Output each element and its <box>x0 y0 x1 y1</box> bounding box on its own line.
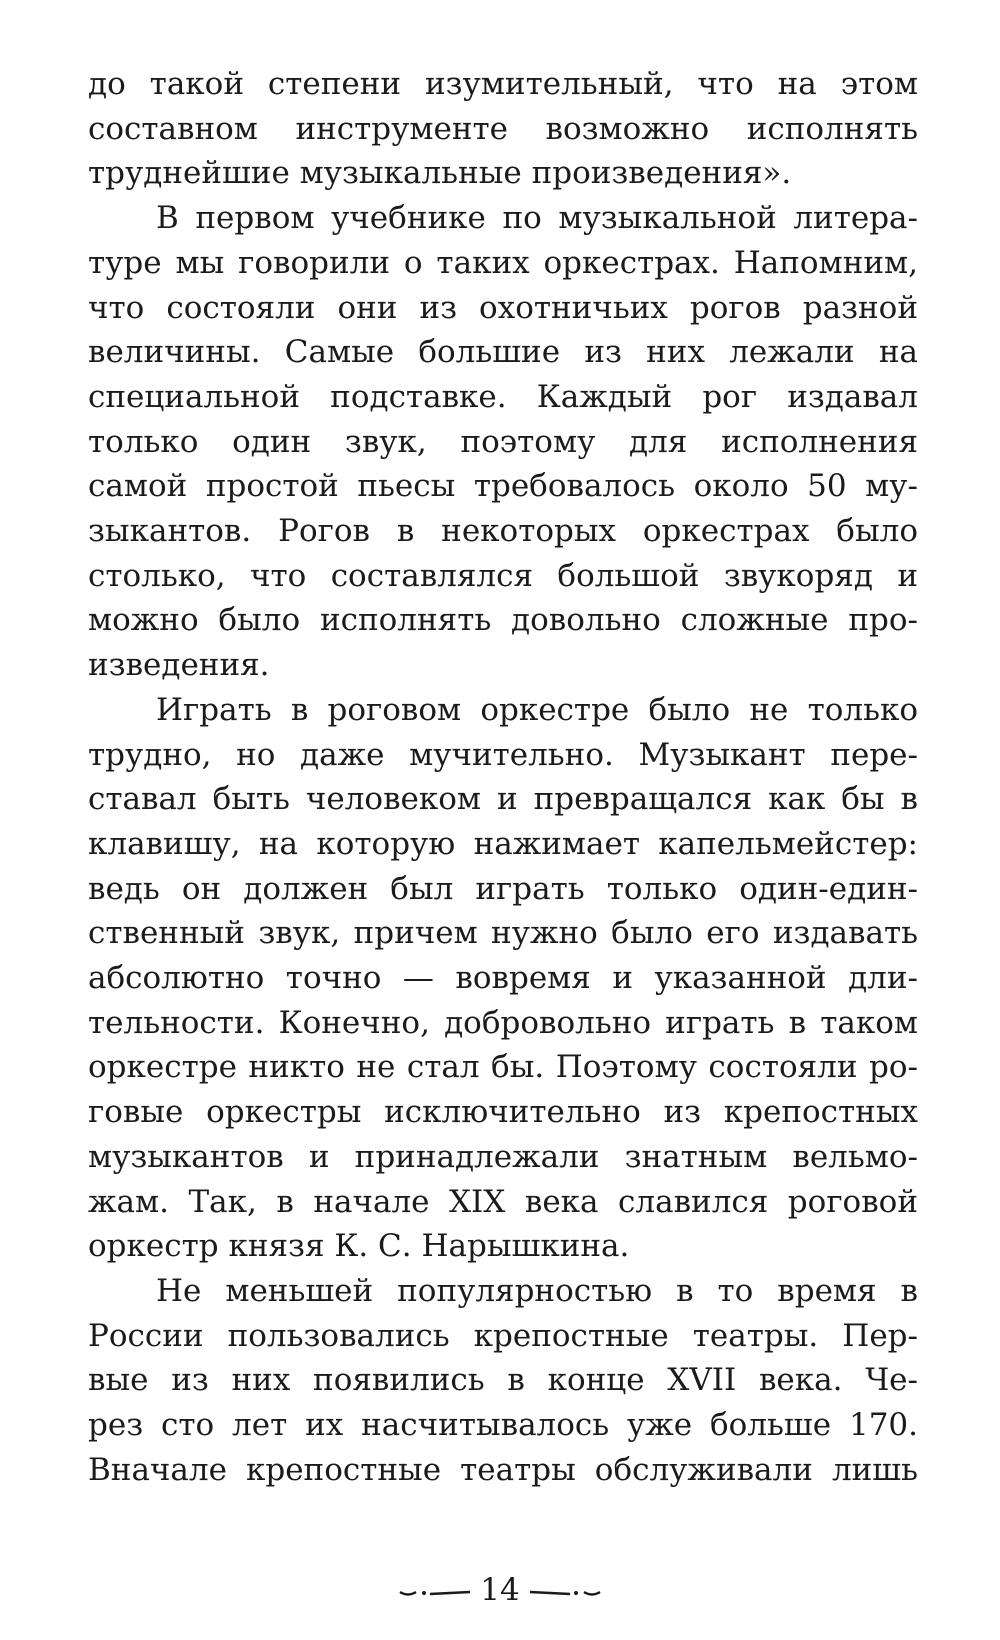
text-line: специальной подставке. Каждый рог издавал <box>88 378 918 415</box>
text-line: музыкантов и принадлежали знатным вельмо- <box>88 1138 918 1175</box>
text-line: самой простой пьесы требовалось около 50 му- <box>88 468 918 505</box>
text-line: столько, что составлялся большой звукоряд и <box>88 557 918 594</box>
text-line: рез сто лет их насчитывалось уже больше 170. <box>88 1407 918 1444</box>
page-text <box>88 62 918 1493</box>
text-line: ставал быть человеком и превращался как бы в <box>88 781 918 818</box>
text-line: жам. Так, в начале XIX века славился роговой <box>88 1183 918 1220</box>
text-line: России пользовались крепостные театры. Пер- <box>88 1317 918 1354</box>
text-line: абсолютно точно — вовремя и указанной дли- <box>88 960 918 997</box>
text-line: туре мы говорили о таких оркестрах. Напомним, <box>88 244 918 281</box>
text-line: зыкантов. Рогов в некоторых оркестрах было <box>88 513 918 550</box>
paragraph <box>88 62 918 196</box>
text-line: только один звук, поэтому для исполнения <box>88 423 918 460</box>
text-line: оркестре никто не стал бы. Поэтому состояли ро- <box>88 1049 918 1086</box>
text-line: Играть в роговом оркестре было не только <box>156 691 918 728</box>
text-line: составном инструменте возможно исполнять <box>88 110 918 147</box>
text-line: Не меньшей популярностью в то время в <box>156 1272 918 1309</box>
text-line: до такой степени изумительный, что на этом <box>88 66 918 102</box>
text-line: клавишу, на которую нажимает капельмейстер: <box>88 825 918 862</box>
text-line: ведь он должен был играть только один-един- <box>88 870 918 907</box>
text-line: величины. Самые большие из них лежали на <box>88 334 918 371</box>
text-line: что состояли они из охотничьих рогов разной <box>88 289 918 326</box>
text-line: вые из них появились в конце XVII века. Че- <box>88 1362 918 1399</box>
paragraph <box>88 688 918 1269</box>
text-line: говые оркестры исключительно из крепостных <box>88 1094 918 1131</box>
text-line: В первом учебнике по музыкальной литера- <box>156 200 918 237</box>
text-line: тельности. Конечно, добровольно играть в таком <box>88 1004 918 1041</box>
page-number: 14 <box>480 1572 520 1608</box>
right-ornament-icon <box>528 1585 602 1599</box>
left-ornament-icon <box>398 1585 472 1599</box>
text-line: оркестр князя К. С. Нарышкина. <box>88 1228 630 1265</box>
text-line: трудно, но даже мучительно. Музыкант пере- <box>88 736 918 773</box>
text-line: изведения. <box>88 647 270 684</box>
text-line: труднейшие музыкальные произведения». <box>88 155 792 192</box>
paragraph <box>88 1269 918 1493</box>
page-footer <box>0 1572 1000 1608</box>
text-line: можно было исполнять довольно сложные про- <box>88 602 918 639</box>
paragraph <box>88 196 918 688</box>
text-line: ственный звук, причем нужно было его издавать <box>88 915 918 952</box>
text-line: Вначале крепостные театры обслуживали лишь <box>88 1451 918 1488</box>
